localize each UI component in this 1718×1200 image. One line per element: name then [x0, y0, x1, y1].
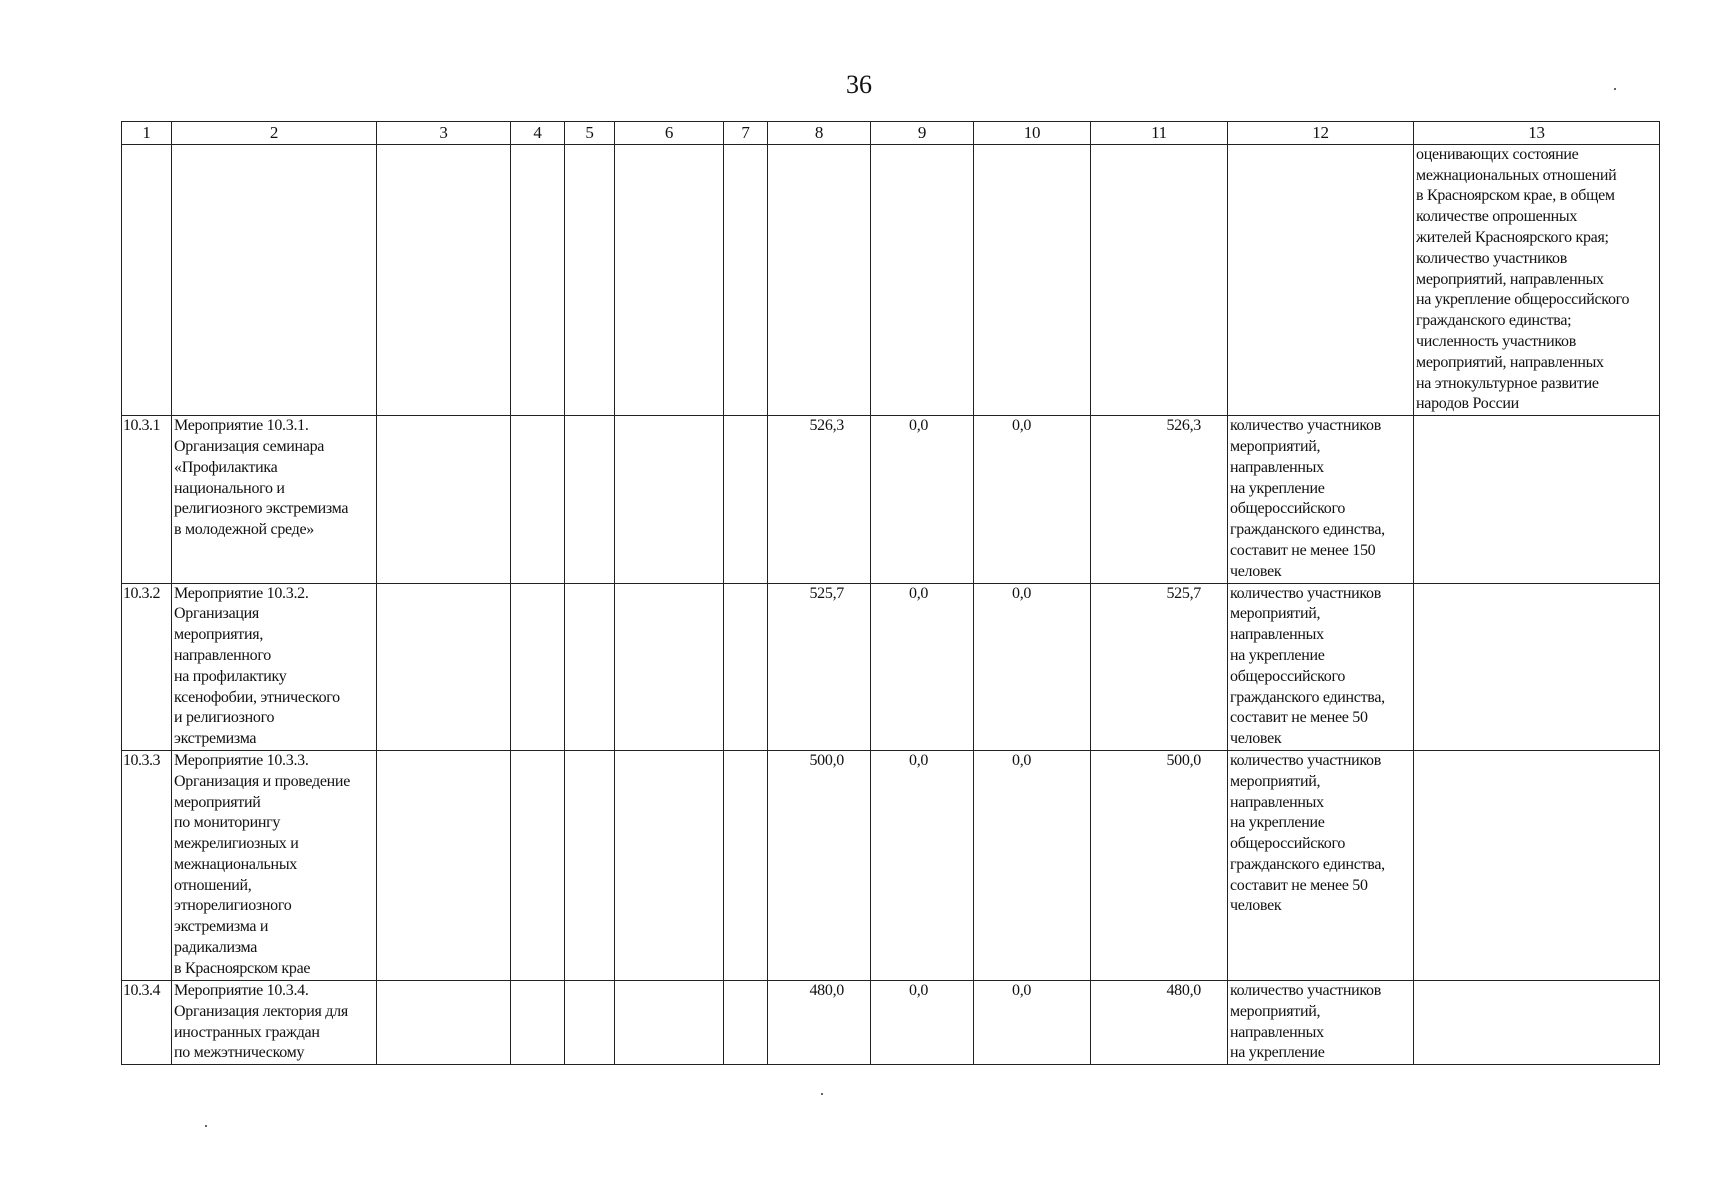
amount-col9: 0,0 — [871, 416, 974, 583]
amount-col10: 0,0 — [974, 750, 1091, 980]
empty-cell — [724, 144, 768, 415]
empty-cell — [615, 980, 724, 1064]
column-header: 10 — [974, 122, 1091, 145]
row-index: 10.3.1 — [122, 416, 172, 583]
empty-cell — [724, 980, 768, 1064]
table-row — [122, 750, 1660, 980]
page-number: 36 — [846, 70, 872, 99]
scan-speck — [821, 1093, 823, 1095]
amount-total: 525,7 — [768, 583, 871, 750]
row-index: 10.3.2 — [122, 583, 172, 750]
row-index: 10.3.4 — [122, 980, 172, 1064]
empty-cell — [565, 416, 615, 583]
empty-cell — [724, 583, 768, 750]
amount-col9: 0,0 — [871, 750, 974, 980]
column-number-header-row — [122, 122, 1660, 145]
table-row — [122, 583, 1660, 750]
column-header: 6 — [615, 122, 724, 145]
empty-cell — [974, 144, 1091, 415]
empty-cell — [511, 583, 565, 750]
empty-cell — [565, 144, 615, 415]
program-activities-table — [121, 121, 1660, 1065]
empty-cell — [511, 980, 565, 1064]
empty-cell — [377, 980, 511, 1064]
table-row — [122, 416, 1660, 583]
empty-cell — [768, 144, 871, 415]
table-row — [122, 980, 1660, 1064]
amount-col9: 0,0 — [871, 980, 974, 1064]
empty-cell — [1091, 144, 1228, 415]
amount-total: 500,0 — [768, 750, 871, 980]
amount-col10: 0,0 — [974, 416, 1091, 583]
empty-cell — [1414, 980, 1660, 1064]
column-header: 8 — [768, 122, 871, 145]
empty-cell — [1414, 583, 1660, 750]
empty-cell — [377, 750, 511, 980]
column-header: 2 — [172, 122, 377, 145]
table-row-continuation — [122, 144, 1660, 415]
column-header: 11 — [1091, 122, 1228, 145]
empty-cell — [511, 750, 565, 980]
empty-cell — [565, 750, 615, 980]
empty-cell — [377, 144, 511, 415]
amount-total: 480,0 — [768, 980, 871, 1064]
column-header: 13 — [1414, 122, 1660, 145]
column-header: 12 — [1228, 122, 1414, 145]
expected-result: количество участников мероприятий, направленных на укрепление — [1228, 980, 1414, 1064]
amount-col11: 525,7 — [1091, 583, 1228, 750]
amount-col11: 526,3 — [1091, 416, 1228, 583]
activity-name: Мероприятие 10.3.2. Организация мероприятия, направленного на профилактику ксенофобии, этнического и религиозного экстремизма — [172, 583, 377, 750]
empty-cell — [565, 980, 615, 1064]
empty-cell — [172, 144, 377, 415]
activity-name: Мероприятие 10.3.4. Организация лектория для иностранных граждан по межэтническому — [172, 980, 377, 1064]
empty-cell — [1414, 416, 1660, 583]
column-header: 1 — [122, 122, 172, 145]
empty-cell — [511, 416, 565, 583]
empty-cell — [122, 144, 172, 415]
empty-cell — [377, 416, 511, 583]
amount-total: 526,3 — [768, 416, 871, 583]
empty-cell — [565, 583, 615, 750]
amount-col11: 480,0 — [1091, 980, 1228, 1064]
column-header: 4 — [511, 122, 565, 145]
column-header: 7 — [724, 122, 768, 145]
amount-col9: 0,0 — [871, 583, 974, 750]
expected-result: количество участников мероприятий, направленных на укрепление общероссийского гражданского единства, составит не менее 150 человек — [1228, 416, 1414, 583]
column-header: 9 — [871, 122, 974, 145]
scan-speck — [205, 1125, 207, 1127]
empty-cell — [615, 750, 724, 980]
indicator-cell: оценивающих состояние межнациональных отношений в Красноярском крае, в общем количестве опрошенных жителей Красноярского края; количество участников мероприятий, направленных на укрепление общероссийского гражданского единства; численность участников мероприятий, направленных на этнокультурное развитие народов России — [1414, 144, 1660, 415]
amount-col11: 500,0 — [1091, 750, 1228, 980]
scan-speck — [1614, 88, 1616, 90]
empty-cell — [615, 416, 724, 583]
empty-cell — [724, 750, 768, 980]
activity-name: Мероприятие 10.3.1. Организация семинара «Профилактика национального и религиозного экстремизма в молодежной среде» — [172, 416, 377, 583]
expected-result: количество участников мероприятий, направленных на укрепление общероссийского гражданского единства, составит не менее 50 человек — [1228, 750, 1414, 980]
empty-cell — [511, 144, 565, 415]
empty-cell — [615, 144, 724, 415]
empty-cell — [871, 144, 974, 415]
column-header: 3 — [377, 122, 511, 145]
empty-cell — [615, 583, 724, 750]
empty-cell — [724, 416, 768, 583]
expected-result: количество участников мероприятий, направленных на укрепление общероссийского гражданского единства, составит не менее 50 человек — [1228, 583, 1414, 750]
column-header: 5 — [565, 122, 615, 145]
activity-name: Мероприятие 10.3.3. Организация и проведение мероприятий по мониторингу межрелигиозных и межнациональных отношений, этнорелигиозного экстремизма и радикализма в Красноярском крае — [172, 750, 377, 980]
empty-cell — [1414, 750, 1660, 980]
amount-col10: 0,0 — [974, 980, 1091, 1064]
empty-cell — [1228, 144, 1414, 415]
amount-col10: 0,0 — [974, 583, 1091, 750]
row-index: 10.3.3 — [122, 750, 172, 980]
empty-cell — [377, 583, 511, 750]
